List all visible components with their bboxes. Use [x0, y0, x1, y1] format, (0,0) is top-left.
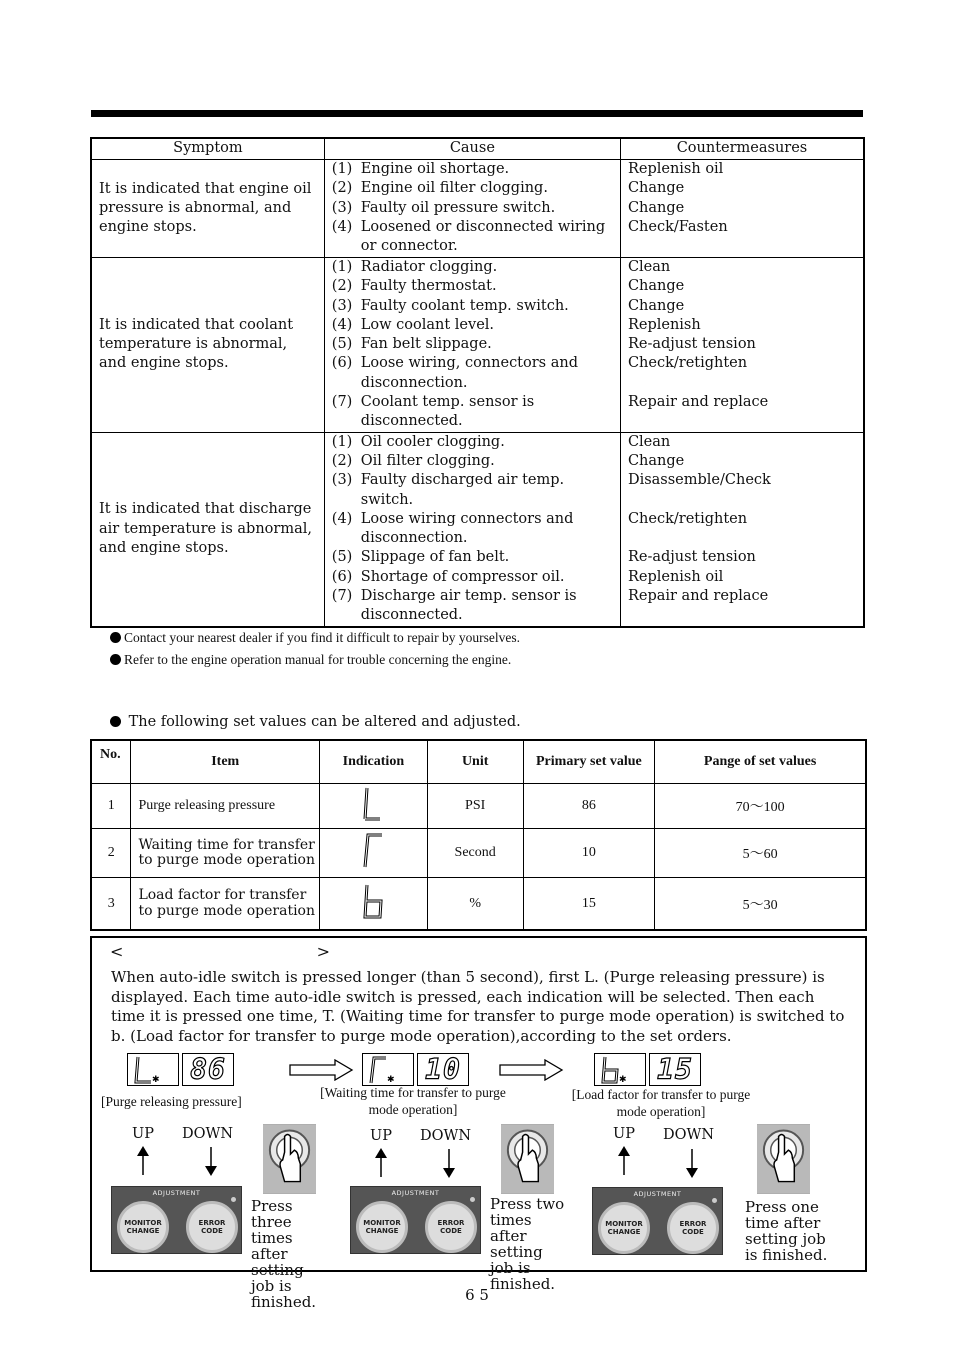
- cause-item: (4) Loosened or disconnected wiring or connector.: [331, 218, 606, 255]
- note-engine-manual: Refer to the engine operation manual for trouble concerning the engine.: [110, 652, 511, 668]
- cell-unit: Second: [427, 829, 523, 878]
- measure-item: Clean: [627, 259, 671, 275]
- table-row: [91, 878, 866, 931]
- measure-item: Repair and replace: [627, 588, 769, 605]
- cell-item: Waiting time for transfer to purge mode operation: [131, 829, 320, 878]
- down-label: DOWN: [182, 1126, 234, 1142]
- cause-item: (1) Oil cooler clogging.: [331, 433, 505, 450]
- arrow-up-icon: [136, 1146, 150, 1176]
- cause-cell: [324, 258, 620, 433]
- countermeasure-cell: [620, 258, 864, 433]
- finger-press-icon: [757, 1124, 810, 1194]
- led-indicator: [712, 1198, 717, 1203]
- bullet-icon: [110, 716, 121, 727]
- press-instruction-step1: Press three times after setting job is finished.: [251, 1197, 317, 1311]
- segment-b-icon: [598, 1055, 642, 1085]
- segment-l-icon: [131, 1055, 175, 1085]
- countermeasure-cell: [620, 432, 864, 626]
- cause-item: (2) Oil filter clogging.: [331, 452, 495, 469]
- led-indicator: [470, 1197, 475, 1202]
- measure-item: Replenish: [627, 316, 701, 333]
- arrow-down-icon: [204, 1146, 218, 1176]
- table-header-row: [91, 138, 864, 160]
- measure-item: [628, 529, 856, 548]
- up-label: UP: [370, 1128, 392, 1144]
- header-unit: Unit: [427, 740, 523, 784]
- header-range: Pange of set values: [655, 740, 866, 784]
- procedure-paragraph: When auto-idle switch is pressed longer (than 5 second), first L. (Purge releasing pressure) is displayed. Each time auto-idle switch is pressed, each indication will be selected. Then each time it is pressed one time, T. (Waiting time for transfer to purge mode operation) is switched to b. (Load factor for transfer to purge mode operation),according to the set orders.: [111, 968, 845, 1045]
- lcd-display-step3: [594, 1053, 701, 1086]
- measure-item: Replenish oil: [627, 568, 724, 585]
- up-label: UP: [613, 1126, 635, 1142]
- arrow-down-icon: [685, 1148, 699, 1178]
- table-row: [91, 160, 864, 258]
- cell-primary: 10: [523, 829, 655, 878]
- arrow-up-icon: [374, 1148, 388, 1178]
- measure-item: Check/retighten: [627, 355, 748, 372]
- measure-item: Change: [627, 297, 685, 314]
- cause-item: (3) Faulty oil pressure switch.: [331, 199, 556, 216]
- measure-item: Change: [627, 180, 685, 197]
- monitor-change-button[interactable]: MONITOR CHANGE: [598, 1202, 650, 1254]
- bullet-icon: [110, 632, 121, 643]
- monitor-change-button[interactable]: MONITOR CHANGE: [117, 1201, 169, 1253]
- symptom-cell: It is indicated that coolant temperature is abnormal, and engine stops.: [91, 258, 324, 433]
- segment-t-icon: [366, 1055, 410, 1085]
- cell-indication: [319, 784, 427, 829]
- cell-range: 5～60: [655, 829, 866, 878]
- top-rule: [91, 110, 863, 117]
- measure-item: Change: [627, 199, 685, 216]
- svg-text:✱: ✱: [152, 1074, 160, 1085]
- lcd-value-cell: 10: [417, 1053, 469, 1086]
- svg-text:✱: ✱: [619, 1074, 627, 1085]
- cell-range: 70～100: [655, 784, 866, 829]
- cell-indication: [319, 878, 427, 931]
- segment-l-icon: [362, 786, 384, 822]
- cell-no: 1: [91, 784, 131, 829]
- set-values-intro: The following set values can be altered and adjusted.: [110, 714, 521, 730]
- cause-item: (5) Slippage of fan belt.: [331, 549, 510, 566]
- cause-item: (3) Faulty discharged air temp. switch.: [331, 472, 565, 508]
- cause-item: (5) Fan belt slippage.: [331, 336, 492, 353]
- cause-item: (7) Coolant temp. sensor is disconnected.: [331, 394, 535, 430]
- header-indication: Indication: [319, 740, 427, 784]
- cause-item: (1) Radiator clogging.: [331, 259, 498, 275]
- up-label: UP: [132, 1126, 154, 1142]
- note-dealer: Contact your nearest dealer if you find it difficult to repair by yourselves.: [110, 630, 520, 646]
- cause-item: (1) Engine oil shortage.: [331, 161, 510, 177]
- lcd-value-cell: 15: [649, 1053, 701, 1086]
- measure-item: Re-adjust tension: [627, 549, 756, 566]
- cause-item: (2) Engine oil filter clogging.: [331, 180, 548, 197]
- measure-item: Change: [627, 278, 685, 295]
- cell-no: 3: [91, 878, 131, 931]
- header-countermeasures: Countermeasures: [620, 138, 864, 160]
- press-instruction-step3: Press one time after setting job is finished.: [745, 1198, 828, 1264]
- lcd-letter-cell: [127, 1053, 179, 1086]
- table-row: [91, 829, 866, 878]
- measure-item: Check/Fasten: [627, 218, 728, 235]
- cause-item: (6) Loose wiring, connectors and disconnection.: [331, 355, 578, 391]
- down-label: DOWN: [663, 1127, 715, 1143]
- cell-primary: 15: [523, 878, 655, 931]
- lcd-value-cell: 86: [182, 1053, 234, 1086]
- header-item: Item: [131, 740, 320, 784]
- cause-item: (2) Faulty thermostat.: [331, 278, 497, 295]
- header-no: No.: [91, 740, 131, 784]
- measure-item: Disassemble/Check: [627, 472, 771, 489]
- header-cause: Cause: [324, 138, 620, 160]
- measure-item: Clean: [627, 433, 671, 450]
- cell-primary: 86: [523, 784, 655, 829]
- set-values-table: [90, 739, 867, 931]
- caption-step3: [Load factor for transfer to purge mode operation]: [571, 1087, 751, 1119]
- measure-item: [628, 374, 856, 393]
- segment-t-icon: [361, 832, 385, 870]
- symptom-cell: It is indicated that engine oil pressure is abnormal, and engine stops.: [91, 160, 324, 258]
- measure-item: Repair and replace: [627, 394, 769, 411]
- monitor-change-button[interactable]: MONITOR CHANGE: [356, 1201, 408, 1253]
- table-row: [91, 258, 864, 433]
- measure-item: Change: [627, 452, 685, 469]
- cause-cell: [324, 432, 620, 626]
- error-code-button[interactable]: ERROR CODE: [667, 1202, 719, 1254]
- header-symptom: Symptom: [91, 138, 324, 160]
- cell-range: 5～30: [655, 878, 866, 931]
- troubleshooting-table: [90, 137, 865, 628]
- header-primary: Primary set value: [523, 740, 655, 784]
- segment-b-icon: [361, 882, 385, 920]
- page-number: 6 5: [465, 1286, 489, 1304]
- svg-text:✱: ✱: [387, 1074, 395, 1085]
- cause-item: (4) Loose wiring connectors and disconnection.: [331, 510, 574, 547]
- cause-cell: [324, 160, 620, 258]
- box-heading: < >: [110, 942, 330, 961]
- table-row: [91, 784, 866, 829]
- cause-item: (3) Faulty coolant temp. switch.: [331, 297, 569, 314]
- measure-item: Replenish oil: [627, 161, 724, 177]
- right-arrow-icon: [499, 1059, 564, 1081]
- lcd-display-step1: [127, 1053, 234, 1086]
- lcd-letter-cell: [594, 1053, 646, 1086]
- cause-item: (7) Discharge air temp. sensor is disconnected.: [331, 588, 577, 624]
- cause-item: (4) Low coolant level.: [331, 316, 495, 333]
- measure-item: Check/retighten: [627, 510, 748, 527]
- arrow-up-icon: [617, 1146, 631, 1176]
- error-code-button[interactable]: ERROR CODE: [186, 1201, 238, 1253]
- cause-item: (6) Shortage of compressor oil.: [331, 568, 565, 585]
- cell-unit: %: [427, 878, 523, 931]
- right-arrow-icon: [289, 1059, 354, 1081]
- measure-item: Re-adjust tension: [627, 336, 756, 353]
- finger-press-icon: [263, 1124, 316, 1194]
- cell-item: Load factor for transfer to purge mode operation: [131, 878, 320, 931]
- table-header-row: [91, 740, 866, 784]
- adjustment-panel: ADJUSTMENT MONITOR CHANGE ERROR CODE: [592, 1187, 723, 1255]
- cell-no: 2: [91, 829, 131, 878]
- arrow-down-icon: [442, 1148, 456, 1178]
- led-indicator: [231, 1197, 236, 1202]
- lcd-display-step2: [362, 1053, 469, 1086]
- finger-press-icon: [501, 1124, 554, 1194]
- caption-step2: [Waiting time for transfer to purge mode operation]: [320, 1085, 506, 1117]
- table-row: [91, 432, 864, 626]
- symptom-cell: It is indicated that discharge air temperature is abnormal, and engine stops.: [91, 432, 324, 626]
- cell-item: Purge releasing pressure: [131, 784, 320, 829]
- bullet-icon: [110, 654, 121, 665]
- lcd-letter-cell: [362, 1053, 414, 1086]
- caption-step1: [Purge releasing pressure]: [101, 1094, 242, 1109]
- down-label: DOWN: [420, 1128, 472, 1144]
- cell-unit: PSI: [427, 784, 523, 829]
- measure-item: [628, 491, 856, 510]
- countermeasure-cell: [620, 160, 864, 258]
- cell-indication: [319, 829, 427, 878]
- adjustment-panel: ADJUSTMENT MONITOR CHANGE ERROR CODE: [111, 1186, 242, 1254]
- adjustment-panel: ADJUSTMENT MONITOR CHANGE ERROR CODE: [350, 1186, 481, 1254]
- error-code-button[interactable]: ERROR CODE: [425, 1201, 477, 1253]
- press-instruction-step2: Press two times after setting job is finished.: [490, 1195, 565, 1293]
